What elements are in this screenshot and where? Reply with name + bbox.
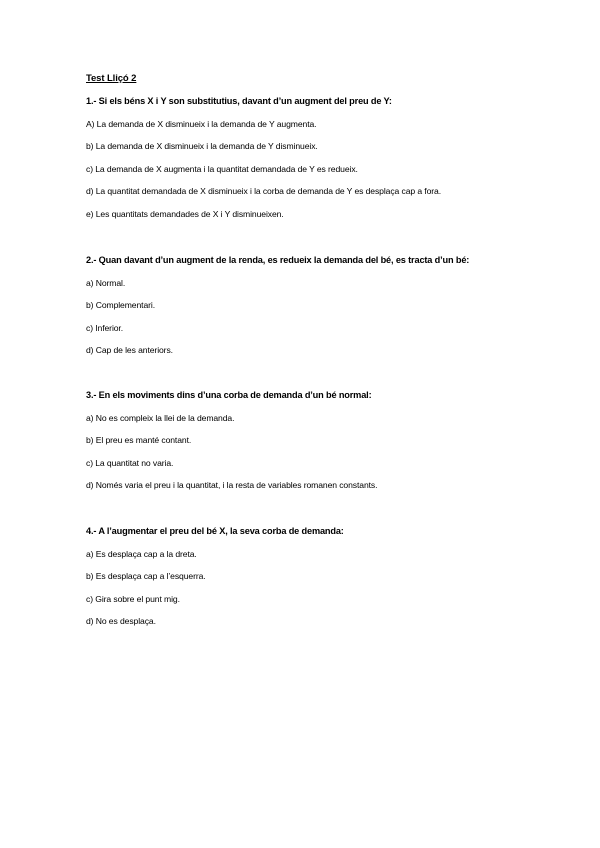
question-text: 3.- En els moviments dins d’una corba de demanda d’un bé normal: <box>86 390 372 400</box>
answer-option: d) Només varia el preu i la quantitat, i la resta de variables romanen constants. <box>86 480 378 490</box>
answer-option: d) Cap de les anteriors. <box>86 345 173 355</box>
answer-option: c) La quantitat no varia. <box>86 457 174 468</box>
answer-option: b) La demanda de X disminueix i la demanda de Y disminueix. <box>86 141 318 151</box>
question-4 <box>86 525 526 627</box>
question-text: 4.- A l’augmentar el preu del bé X, la seva corba de demanda: <box>86 526 344 536</box>
answer-option: a) No es compleix la llei de la demanda. <box>86 412 235 423</box>
answer-option: A) La demanda de X disminueix i la demanda de Y augmenta. <box>86 118 317 129</box>
answer-option: a) Normal. <box>86 277 126 288</box>
question-text: 1.- Si els béns X i Y son substitutius, davant d’un augment del preu de Y: <box>86 96 392 106</box>
answer-option: d) La quantitat demandada de X disminueix i la corba de demanda de Y es desplaça cap a fora. <box>86 186 442 196</box>
question-3 <box>86 389 526 491</box>
question-1 <box>86 95 526 220</box>
answer-option: b) Es desplaça cap a l’esquerra. <box>86 571 206 581</box>
question-text: 2.- Quan davant d’un augment de la renda, es redueix la demanda del bé, es tracta d’un bé: <box>86 255 470 265</box>
answer-option: c) Gira sobre el punt mig. <box>86 593 180 604</box>
answer-option: d) No es desplaça. <box>86 616 156 626</box>
answer-option: a) Es desplaça cap a la dreta. <box>86 548 197 559</box>
answer-option: e) Les quantitats demandades de X i Y disminueixen. <box>86 208 284 219</box>
answer-option: c) La demanda de X augmenta i la quantitat demandada de Y es redueix. <box>86 163 358 174</box>
answer-option: b) Complementari. <box>86 300 155 310</box>
answer-option: c) Inferior. <box>86 322 124 333</box>
question-2 <box>86 254 526 356</box>
document-title: Test Lliçó 2 <box>86 73 137 84</box>
answer-option: b) El preu es manté contant. <box>86 435 192 445</box>
